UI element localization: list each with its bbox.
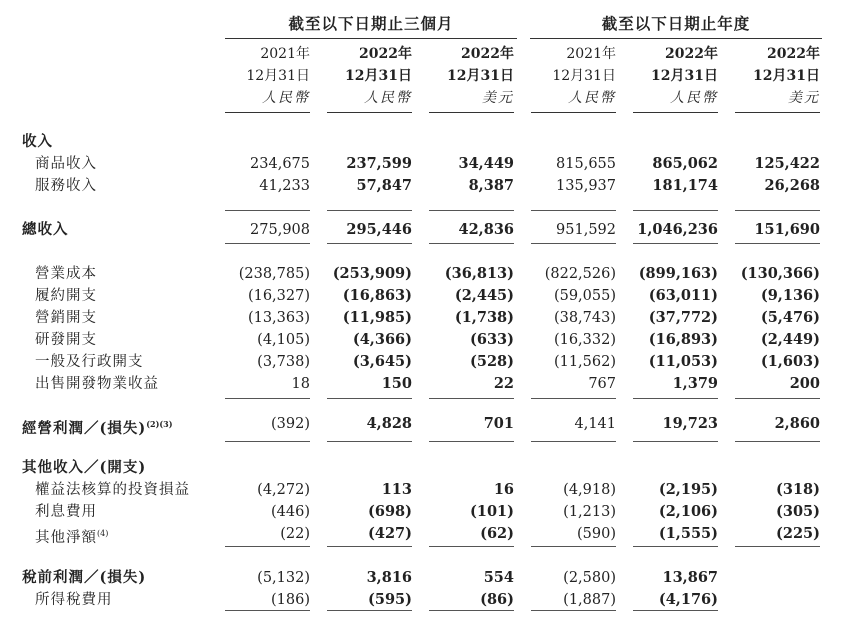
value-cell: (16,863) — [342, 287, 412, 304]
value-cell: 1,046,236 — [637, 221, 718, 238]
row-label-text: 其他淨額 — [35, 530, 97, 546]
table-rule — [225, 610, 310, 611]
value-cell: (4,918) — [563, 482, 616, 498]
value-cell: 13,867 — [662, 569, 718, 586]
value-cell: (528) — [470, 353, 514, 370]
line-item-label — [35, 285, 97, 307]
column-header-underline — [531, 112, 616, 113]
column-date: 12月31日 — [651, 68, 718, 84]
column-header-underline — [735, 112, 820, 113]
value-cell: 26,268 — [764, 177, 820, 194]
table-rule — [327, 243, 412, 244]
table-rule — [531, 243, 616, 244]
value-cell: (595) — [368, 591, 412, 608]
value-cell: (2,580) — [563, 570, 616, 586]
value-cell: (3,645) — [352, 353, 412, 370]
value-cell: 1,379 — [672, 375, 718, 392]
row-label-text: 出售開發物業收益 — [35, 376, 159, 392]
value-cell: 135,937 — [556, 178, 616, 194]
value-cell: (3,738) — [257, 354, 310, 370]
column-header-3 — [429, 43, 514, 109]
value-cell: (225) — [776, 525, 820, 542]
line-item-label — [35, 351, 144, 373]
value-cell: (62) — [480, 525, 514, 542]
value-cell: (1,555) — [658, 525, 718, 542]
value-cell: (305) — [776, 503, 820, 520]
value-cell: 4,141 — [574, 416, 616, 432]
value-cell: (4,176) — [658, 591, 718, 608]
value-cell: 16 — [493, 481, 514, 498]
header-three-months: 截至以下日期止三個月 — [288, 14, 454, 33]
value-cell: (899,163) — [638, 265, 718, 282]
column-header-4 — [531, 43, 616, 109]
value-cell: (38,743) — [553, 310, 616, 326]
value-cell: (4,272) — [257, 482, 310, 498]
table-rule — [633, 398, 718, 399]
value-cell: 554 — [483, 569, 514, 586]
column-header-underline — [633, 112, 718, 113]
value-cell: (11,562) — [553, 354, 616, 370]
row-label-text: 一般及行政開支 — [35, 354, 144, 370]
column-header-underline — [225, 112, 310, 113]
column-year: 2021年 — [260, 46, 310, 62]
value-cell: (11,985) — [342, 309, 412, 326]
column-date: 12月31日 — [345, 68, 412, 84]
value-cell: (22) — [280, 526, 310, 542]
value-cell: (130,366) — [740, 265, 820, 282]
value-cell: 125,422 — [754, 155, 820, 172]
section-label — [22, 219, 69, 241]
line-item-label — [35, 523, 108, 549]
column-date: 12月31日 — [246, 68, 310, 84]
value-cell: 8,387 — [468, 177, 514, 194]
value-cell: (1,887) — [563, 592, 616, 608]
value-cell: 151,690 — [754, 221, 820, 238]
column-header-5 — [633, 43, 718, 109]
row-label-text: 經營利潤／(損失) — [22, 420, 147, 437]
table-rule — [633, 210, 718, 211]
value-cell: (13,363) — [247, 310, 310, 326]
value-cell: (16,332) — [553, 332, 616, 348]
table-rule — [327, 546, 412, 547]
column-currency: 人民幣 — [364, 90, 412, 106]
line-item-label — [35, 307, 97, 329]
column-date: 12月31日 — [552, 68, 616, 84]
value-cell: (238,785) — [238, 266, 310, 282]
value-cell: (101) — [470, 503, 514, 520]
value-cell: (590) — [577, 526, 616, 542]
table-rule — [429, 546, 514, 547]
value-cell: (4,105) — [257, 332, 310, 348]
value-cell: 57,847 — [356, 177, 412, 194]
value-cell: (5,476) — [760, 309, 820, 326]
value-cell: (63,011) — [648, 287, 718, 304]
column-date: 12月31日 — [447, 68, 514, 84]
line-item-label — [35, 153, 97, 175]
table-rule — [225, 441, 310, 442]
value-cell: (9,136) — [760, 287, 820, 304]
table-rule — [429, 243, 514, 244]
value-cell: (822,526) — [544, 266, 616, 282]
value-cell: 34,449 — [458, 155, 514, 172]
value-cell: (4,366) — [352, 331, 412, 348]
table-rule — [327, 441, 412, 442]
value-cell: (446) — [271, 504, 310, 520]
table-rule — [531, 610, 616, 611]
row-label-text: 稅前利潤／(損失) — [22, 569, 147, 586]
value-cell: 865,062 — [652, 155, 718, 172]
value-cell: (253,909) — [332, 265, 412, 282]
value-cell: 41,233 — [259, 178, 310, 194]
table-rule — [429, 610, 514, 611]
value-cell: 18 — [291, 376, 310, 392]
table-rule — [225, 398, 310, 399]
table-rule — [531, 210, 616, 211]
column-date: 12月31日 — [753, 68, 820, 84]
line-item-label — [35, 373, 159, 395]
table-rule — [429, 441, 514, 442]
value-cell: 295,446 — [346, 221, 412, 238]
value-cell: 234,675 — [250, 156, 310, 172]
value-cell: (2,449) — [760, 331, 820, 348]
row-label-text: 其他收入／(開支) — [22, 459, 147, 476]
value-cell: 113 — [381, 481, 412, 498]
value-cell: 150 — [381, 375, 412, 392]
column-header-2 — [327, 43, 412, 109]
column-year: 2021年 — [566, 46, 616, 62]
table-rule — [633, 546, 718, 547]
table-rule — [633, 610, 718, 611]
value-cell: 22 — [493, 375, 514, 392]
value-cell: (633) — [470, 331, 514, 348]
value-cell: (86) — [480, 591, 514, 608]
column-year: 2022年 — [767, 46, 820, 62]
column-year: 2022年 — [665, 46, 718, 62]
table-rule — [225, 243, 310, 244]
group-underline-year — [530, 38, 822, 39]
value-cell: (2,106) — [658, 503, 718, 520]
section-label — [22, 567, 146, 589]
row-label-text: 履約開支 — [35, 288, 97, 304]
value-cell: (16,327) — [247, 288, 310, 304]
value-cell: (698) — [368, 503, 412, 520]
table-rule — [735, 441, 820, 442]
table-rule — [531, 546, 616, 547]
value-cell: (318) — [776, 481, 820, 498]
table-rule — [735, 398, 820, 399]
table-rule — [531, 398, 616, 399]
row-label-text: 營業成本 — [35, 266, 97, 282]
footnote-ref: (2)(3) — [146, 419, 173, 429]
value-cell: (16,893) — [648, 331, 718, 348]
value-cell: 19,723 — [662, 415, 718, 432]
row-label-text: 權益法核算的投資損益 — [35, 482, 190, 498]
value-cell: (1,213) — [563, 504, 616, 520]
column-header-underline — [429, 112, 514, 113]
row-label-text: 總收入 — [22, 221, 69, 238]
row-label-text: 營銷開支 — [35, 310, 97, 326]
value-cell: 4,828 — [366, 415, 412, 432]
group-underline-three-months — [225, 38, 517, 39]
row-label-text: 服務收入 — [35, 178, 97, 194]
value-cell: 701 — [483, 415, 514, 432]
row-label-text: 商品收入 — [35, 156, 97, 172]
column-header-6 — [735, 43, 820, 109]
value-cell: (186) — [271, 592, 310, 608]
value-cell: (1,603) — [760, 353, 820, 370]
table-rule — [327, 398, 412, 399]
table-rule — [327, 610, 412, 611]
table-rule — [327, 210, 412, 211]
table-rule — [429, 398, 514, 399]
value-cell: 42,836 — [458, 221, 514, 238]
column-currency: 人民幣 — [262, 90, 310, 106]
line-item-label — [35, 479, 190, 501]
column-year: 2022年 — [461, 46, 514, 62]
column-currency: 人民幣 — [568, 90, 616, 106]
row-label-text: 所得稅費用 — [35, 592, 113, 608]
column-year: 2022年 — [359, 46, 412, 62]
line-item-label — [35, 263, 97, 285]
table-rule — [633, 243, 718, 244]
table-rule — [429, 210, 514, 211]
line-item-label — [35, 501, 97, 523]
table-rule — [735, 546, 820, 547]
row-label-text: 利息費用 — [35, 504, 97, 520]
value-cell: 815,655 — [556, 156, 616, 172]
row-label-text: 研發開支 — [35, 332, 97, 348]
value-cell: 181,174 — [652, 177, 718, 194]
line-item-label — [35, 589, 113, 611]
value-cell: 3,816 — [366, 569, 412, 586]
value-cell: (36,813) — [444, 265, 514, 282]
value-cell: (427) — [368, 525, 412, 542]
value-cell: (1,738) — [454, 309, 514, 326]
table-rule — [225, 210, 310, 211]
value-cell: (392) — [271, 416, 310, 432]
section-label — [22, 131, 53, 153]
column-header-underline — [327, 112, 412, 113]
line-item-label — [35, 329, 97, 351]
section-label — [22, 457, 146, 479]
value-cell: (11,053) — [648, 353, 718, 370]
section-label — [22, 413, 173, 440]
table-rule — [633, 441, 718, 442]
table-rule — [531, 441, 616, 442]
value-cell: 275,908 — [250, 222, 310, 238]
value-cell: 2,860 — [774, 415, 820, 432]
value-cell: (2,195) — [658, 481, 718, 498]
table-rule — [735, 243, 820, 244]
value-cell: (5,132) — [257, 570, 310, 586]
value-cell: 237,599 — [346, 155, 412, 172]
value-cell: 951,592 — [556, 222, 616, 238]
table-rule — [225, 546, 310, 547]
column-currency: 美元 — [482, 90, 514, 106]
column-header-1 — [225, 43, 310, 109]
column-currency: 美元 — [788, 90, 820, 106]
column-currency: 人民幣 — [670, 90, 718, 106]
value-cell: (37,772) — [648, 309, 718, 326]
line-item-label — [35, 175, 97, 197]
header-year-ended: 截至以下日期止年度 — [601, 14, 751, 33]
value-cell: (59,055) — [553, 288, 616, 304]
footnote-ref: (4) — [97, 529, 109, 538]
row-label-text: 收入 — [22, 133, 53, 150]
value-cell: 200 — [789, 375, 820, 392]
table-rule — [735, 210, 820, 211]
value-cell: (2,445) — [454, 287, 514, 304]
value-cell: 767 — [588, 376, 616, 392]
